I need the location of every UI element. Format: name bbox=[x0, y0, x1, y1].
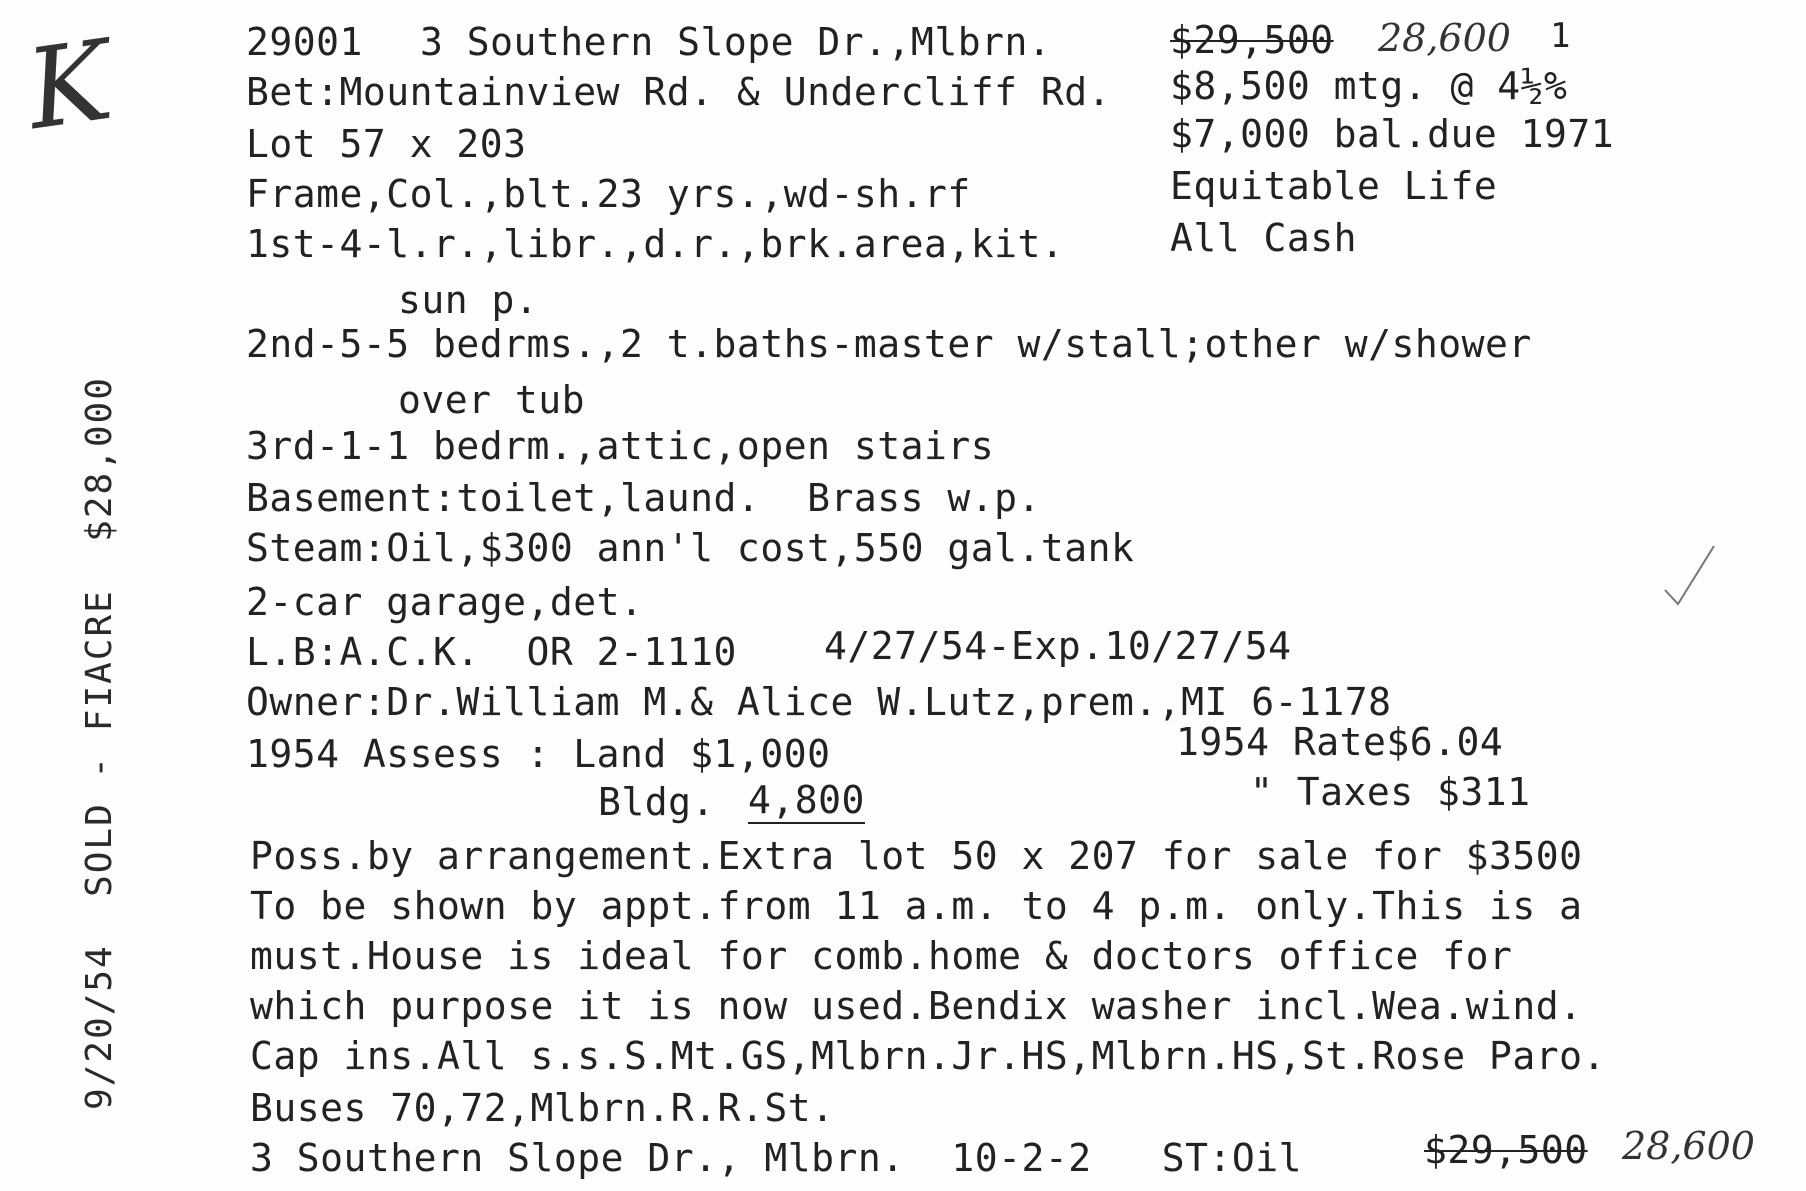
listing-number: 29001 bbox=[246, 20, 363, 64]
basement: Basement:toilet,laund. Brass w.p. bbox=[246, 476, 1041, 520]
footer-original-price: $29,500 bbox=[1424, 1128, 1588, 1172]
assessment-bldg-label: Bldg. bbox=[598, 780, 715, 824]
terms: All Cash bbox=[1170, 216, 1358, 260]
tax-rate: 1954 Rate$6.04 bbox=[1176, 720, 1504, 764]
remarks-line: Cap ins.All s.s.S.Mt.GS,Mlbrn.Jr.HS,Mlbrn.HS,St.Rose Paro. bbox=[250, 1034, 1606, 1078]
heating: Steam:Oil,$300 ann'l cost,550 gal.tank bbox=[246, 526, 1135, 570]
footer-address: 3 Southern Slope Dr., Mlbrn. 10-2-2 ST:Oil bbox=[250, 1136, 1303, 1180]
property-address: 3 Southern Slope Dr.,Mlbrn. bbox=[420, 20, 1052, 64]
cross-streets: Bet:Mountainview Rd. & Undercliff Rd. bbox=[246, 70, 1111, 114]
corner-number: 1 bbox=[1550, 16, 1571, 56]
footer-revised-price: 28,600 bbox=[1622, 1124, 1755, 1168]
remarks-line: Poss.by arrangement.Extra lot 50 x 207 for sale for $3500 bbox=[250, 834, 1583, 878]
first-floor-cont: sun p. bbox=[398, 278, 539, 322]
lender: Equitable Life bbox=[1170, 164, 1498, 208]
remarks-line: To be shown by appt.from 11 a.m. to 4 p.m. only.This is a bbox=[250, 884, 1583, 928]
garage: 2-car garage,det. bbox=[246, 580, 644, 624]
mortgage: $8,500 mtg. @ 4½% bbox=[1170, 64, 1568, 108]
handwritten-initials: K bbox=[19, 15, 119, 155]
remarks-line: which purpose it is now used.Bendix washer incl.Wea.wind. bbox=[250, 984, 1583, 1028]
remarks-line: Buses 70,72,Mlbrn.R.R.St. bbox=[250, 1086, 835, 1130]
revised-price: 28,600 bbox=[1378, 16, 1511, 60]
construction: Frame,Col.,blt.23 yrs.,wd-sh.rf bbox=[246, 172, 971, 216]
listing-dates: 4/27/54-Exp.10/27/54 bbox=[824, 624, 1292, 668]
assessment-land: 1954 Assess : Land $1,000 bbox=[246, 732, 831, 776]
check-mark-icon bbox=[1660, 540, 1720, 610]
lot-size: Lot 57 x 203 bbox=[246, 122, 527, 166]
listing-broker: L.B:A.C.K. OR 2-1110 bbox=[246, 630, 737, 674]
remarks-line: must.House is ideal for comb.home & doctors office for bbox=[250, 934, 1513, 978]
owner: Owner:Dr.William M.& Alice W.Lutz,prem.,MI 6-1178 bbox=[246, 680, 1392, 724]
second-floor-cont: over tub bbox=[398, 378, 586, 422]
original-price: $29,500 bbox=[1170, 18, 1334, 62]
taxes: " Taxes $311 bbox=[1250, 770, 1531, 814]
third-floor: 3rd-1-1 bedrm.,attic,open stairs bbox=[246, 424, 995, 468]
second-floor: 2nd-5-5 bedrms.,2 t.baths-master w/stall;other w/shower bbox=[246, 322, 1532, 366]
first-floor: 1st-4-l.r.,libr.,d.r.,brk.area,kit. bbox=[246, 222, 1065, 266]
assessment-bldg-value: 4,800 bbox=[748, 778, 865, 822]
sold-stamp: 9/20/54 SOLD - FIACRE $28,000 bbox=[79, 376, 120, 1110]
balance-due: $7,000 bal.due 1971 bbox=[1170, 112, 1615, 156]
